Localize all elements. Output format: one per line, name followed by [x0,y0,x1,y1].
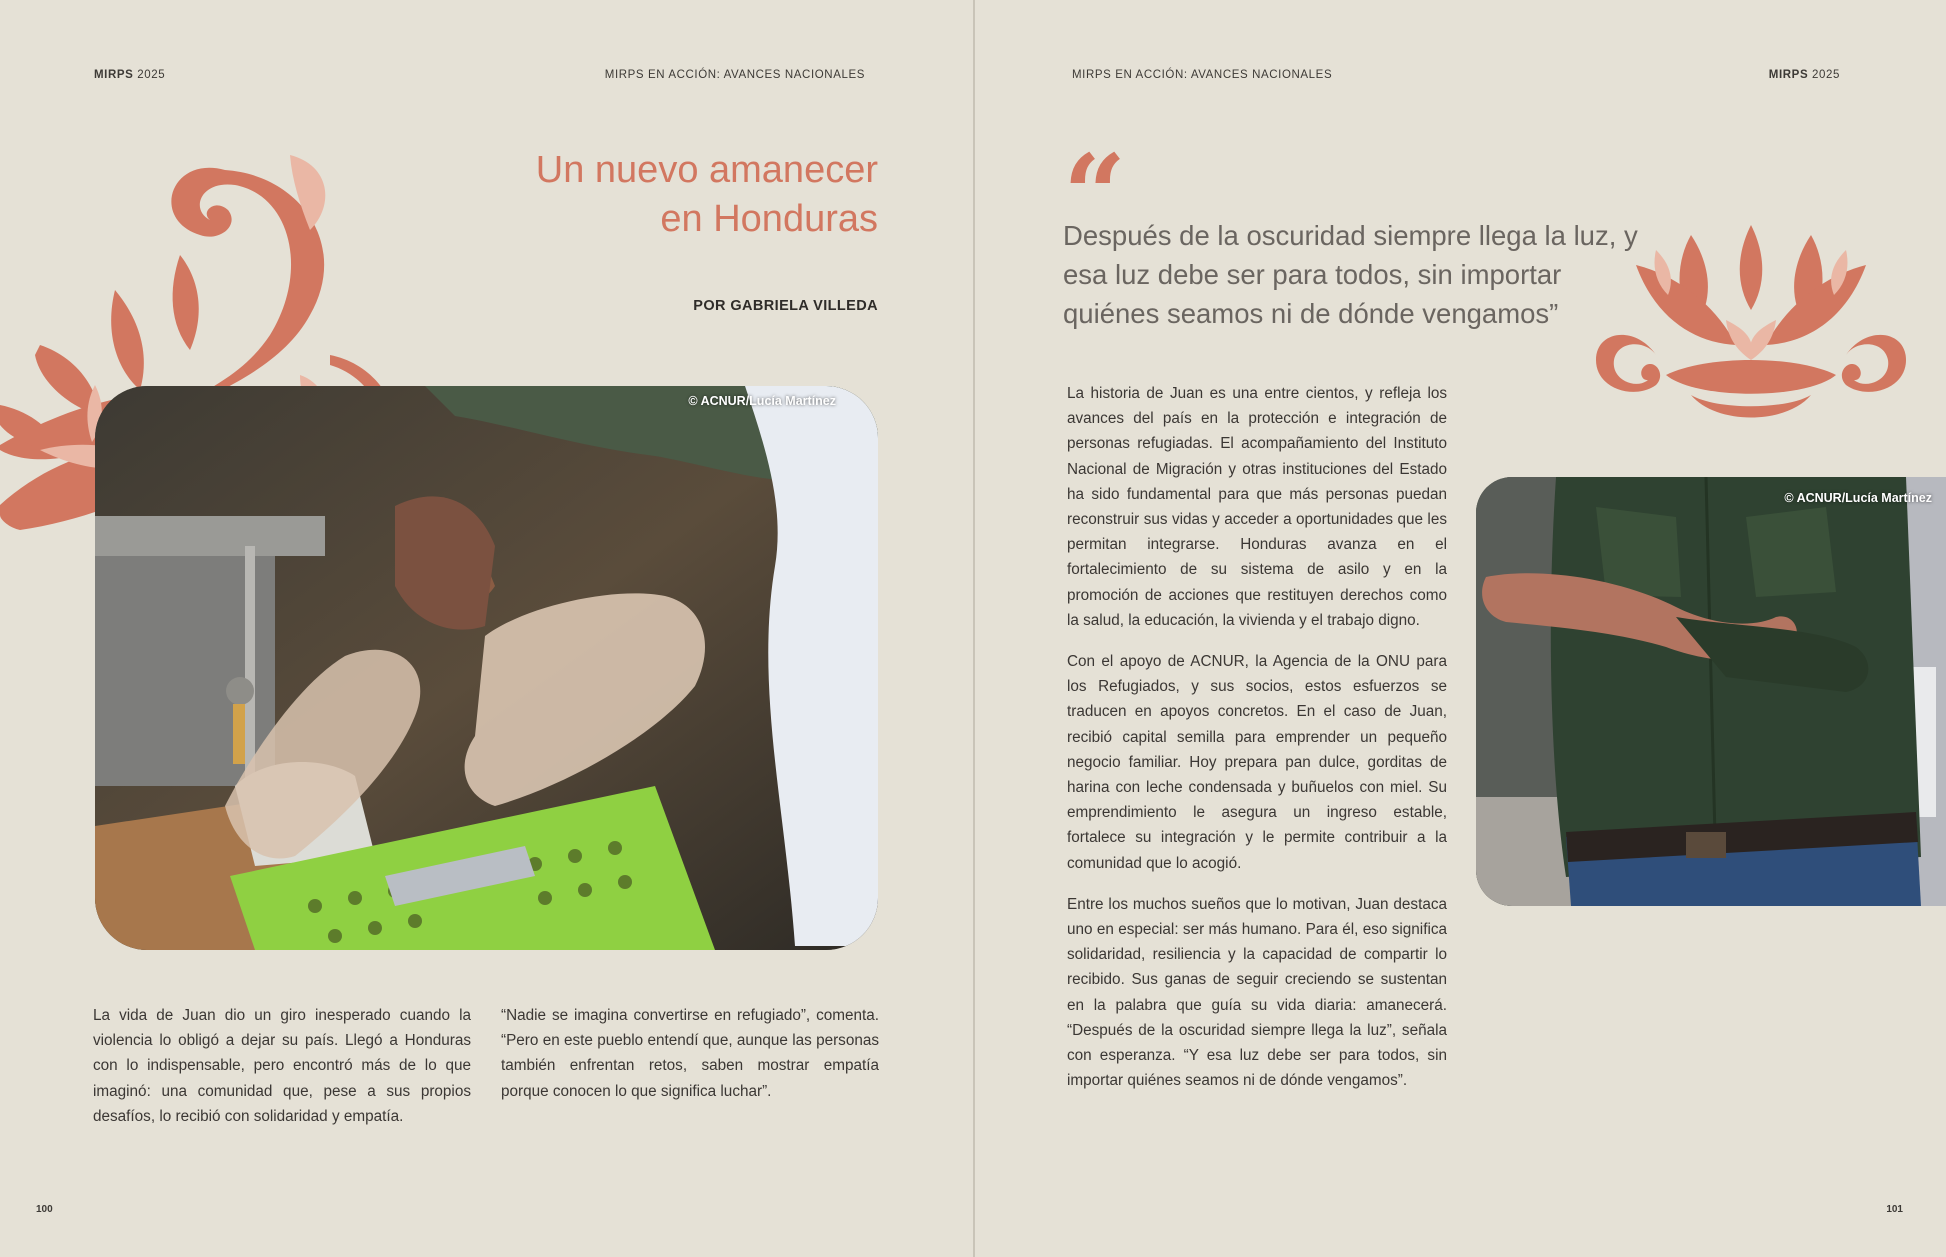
pull-quote: Después de la oscuridad siempre llega la luz, y esa luz debe ser para todos, sin importar quiénes seamos ni de dónde vengamos” [1063,220,1638,329]
photo-hands-baking-illustration [95,386,878,950]
body-paragraph-2: Con el apoyo de ACNUR, la Agencia de la ONU para los Refugiados, y sus socios, estos esfuerzos se traducen en apoyos concretos. En el caso de Juan, recibió capital semilla para emprender un pequeño negocio familiar. Hoy prepara pan dulce, gorditas de harina con leche condensada y buñuelos con miel. Su emprendimiento le asegura un ingreso estable, fortalece su integración y le permite contribuir a la comunidad que lo acogió. [1067,653,1447,872]
byline: POR GABRIELA VILLEDA [693,298,878,314]
body-paragraph-1: La historia de Juan es una entre cientos, y refleja los avances del país en la protección e integración de personas refugiadas. El acompañamiento del Instituto Nacional de Migración y otras instituciones del Estado ha sido fundamental para que más personas puedan reconstruir sus vidas y acceder a oportunidades que les permitan integrarse. Honduras avanza en el fortalecimiento de su sistema de asilo y en la promoción de acciones que restituyen derechos como la salud, la educación, la vivienda y el trabajo digno. [1067,385,1447,629]
photo-juan-portrait-illustration [1476,477,1946,906]
running-header-left-section: MIRPS EN ACCIÓN: AVANCES NACIONALES [604,69,865,81]
photo-juan-portrait [1476,477,1946,906]
body-paragraph-3: Entre los muchos sueños que lo motivan, Juan destaca uno en especial: ser más humano. Para él, eso significa solidaridad, resiliencia y la capacidad de compartir lo recibido. Sus ganas de seguir creciendo se sustentan en la palabra que guía su vida diaria: amanecerá. “Después de la oscuridad siempre llega la luz”, señala con esperanza. “Y esa luz debe ser para todos, sin importar quiénes seamos ni de dónde vengamos”. [1067,895,1447,1090]
quote-mark-icon: “ [1063,130,1127,259]
photo-credit-left: © ACNUR/Lucía Martínez [688,394,836,408]
running-header-right-brand [1769,69,1840,81]
intro-paragraph-1: La vida de Juan dio un giro inesperado cuando la violencia lo obligó a dejar su país. Llegó a Honduras con lo indispensable, pero encontró más de lo que imaginó: una comunidad que, pese a sus propios desafíos, lo recibió con solidaridad y empatía. [93,1007,471,1125]
brand-name: MIRPS [94,69,134,81]
photo-hands-baking [95,386,878,950]
page-number-left: 100 [36,1204,53,1215]
article-title-line-2: en Honduras [660,198,878,240]
brand-year: 2025 [1812,69,1840,81]
article-title [358,146,878,244]
brand-name: MIRPS [1768,69,1809,81]
page-number-right: 101 [1886,1204,1903,1215]
page-gutter [973,0,975,1257]
photo-credit-right: © ACNUR/Lucía Martínez [1784,491,1932,505]
floral-ornament-right [1596,225,1906,425]
intro-paragraph-2: “Nadie se imagina convertirse en refugiado”, comenta. “Pero en este pueblo entendí que, aunque las personas también enfrentan retos, saben mostrar empatía porque conocen lo que significa luchar”. [501,1007,879,1100]
article-body [1067,381,1447,1109]
article-title-line-1: Un nuevo amanecer [535,149,878,191]
running-header-left-brand [94,69,165,81]
brand-year: 2025 [137,69,166,81]
running-header-right-section: MIRPS EN ACCIÓN: AVANCES NACIONALES [1072,69,1333,81]
